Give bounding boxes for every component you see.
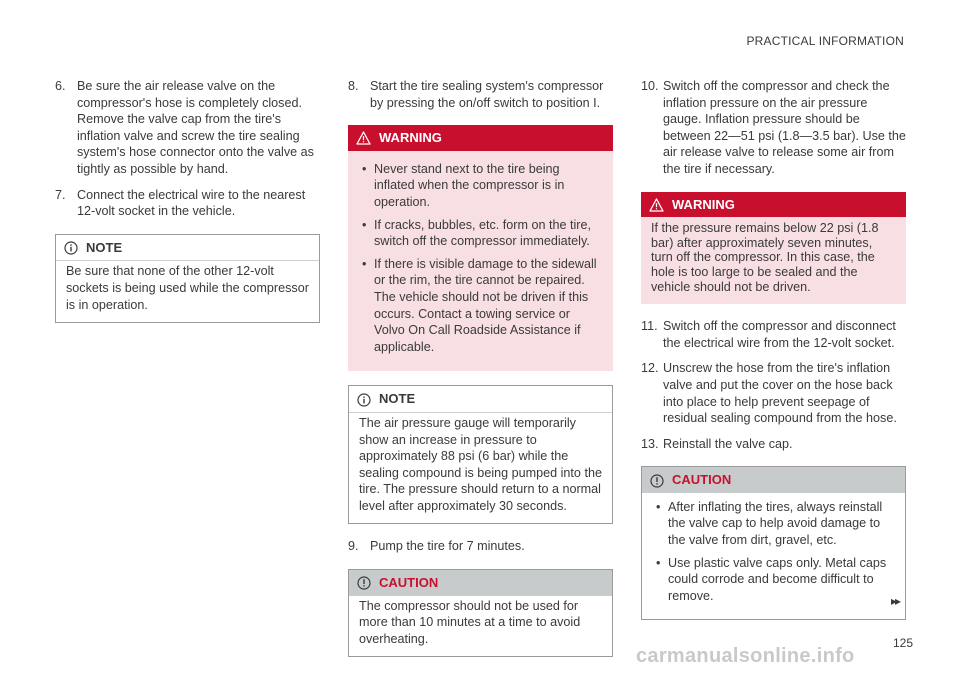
caution-box	[641, 466, 906, 620]
step-number: 11.	[641, 319, 658, 334]
warning-header	[641, 192, 906, 218]
caution-list	[652, 499, 895, 605]
note-text: The air pressure gauge will temporarily show an increase in pressure to approximately 88 psi (6 bar) while the sealing compound is being pumped into the tire. The pressure should return to a normal level after approximately 30 seconds.	[359, 415, 602, 513]
step-text: Be sure the air release valve on the compressor's hose is completely closed. Remove the valve cap from the tire's inflation valve and screw the tire sealing system's hose connector onto the valve as tightly as possible by hand.	[77, 79, 314, 176]
step-number: 9.	[348, 539, 359, 554]
step-12	[641, 360, 906, 426]
section-header: PRACTICAL INFORMATION	[746, 34, 904, 48]
list-item: • If cracks, bubbles, etc. form on the tire, switch off the compressor immediately.	[358, 217, 603, 250]
step-text: Reinstall the valve cap.	[663, 436, 793, 451]
warning-text: If the pressure remains below 22 psi (1.8 bar) after approximately seven minutes, turn off the compressor. In this case, the hole is too large to be sealed and the vehicle should not be driven.	[651, 221, 879, 294]
list-item: • Never stand next to the tire being inflated when the compressor is in operation.	[358, 161, 603, 211]
note-box	[348, 385, 613, 524]
step-text: Start the tire sealing system's compressor by pressing the on/off switch to position I.	[370, 79, 604, 110]
caution-box	[348, 569, 613, 657]
step-number: 10.	[641, 79, 659, 93]
step-number: 7.	[55, 187, 66, 202]
caution-title: CAUTION	[379, 575, 439, 591]
note-box	[55, 234, 320, 323]
step-number: 6.	[55, 79, 66, 93]
step-text: Switch off the compressor and check the inflation pressure on the air pressure gauge. Inflation pressure should be between 22—51 psi (1.8—3.5 bar). Use the air release valve to release some air from the tire if necessary.	[663, 79, 906, 176]
page-number: 125	[893, 636, 914, 650]
note-header	[56, 235, 319, 262]
caution-icon	[650, 474, 664, 488]
column-2	[348, 78, 613, 671]
note-header	[349, 386, 612, 413]
step-10	[641, 78, 906, 178]
step-number: 12.	[641, 361, 659, 376]
step-13	[641, 436, 906, 453]
column-1	[55, 78, 320, 337]
step-6	[55, 78, 320, 178]
info-icon	[357, 393, 371, 407]
warning-list	[358, 161, 603, 356]
watermark: carmanualsonline.info	[636, 645, 855, 667]
caution-header	[349, 570, 612, 596]
caution-text: The compressor should not be used for more than 10 minutes at a time to avoid overheating.	[359, 598, 581, 646]
step-7	[55, 187, 320, 220]
warning-triangle-icon	[649, 198, 664, 212]
warning-triangle-icon	[356, 131, 371, 145]
step-9	[348, 538, 613, 555]
list-item: • If there is visible damage to the sidewall or the rim, the tire cannot be repaired. The vehicle should not be driven if this occurs. Contact a towing service or Volvo On Call Roadside Assistance if applicable.	[358, 256, 603, 356]
column-3	[641, 78, 906, 634]
info-icon	[64, 241, 78, 255]
continue-arrows-icon: ▸▸	[891, 594, 900, 608]
caution-title: CAUTION	[672, 472, 732, 488]
caution-icon	[357, 576, 371, 590]
note-title: NOTE	[86, 239, 123, 255]
step-text: Connect the electrical wire to the nearest 12-volt socket in the vehicle.	[77, 187, 306, 219]
step-text: Pump the tire for 7 minutes.	[370, 539, 525, 554]
note-title: NOTE	[379, 391, 416, 407]
warning-title: WARNING	[672, 196, 735, 212]
warning-header	[348, 125, 613, 151]
warning-title: WARNING	[379, 130, 442, 146]
list-item: • Use plastic valve caps only. Metal caps could corrode and become difficult to remove.	[652, 555, 895, 605]
step-number: 8.	[348, 79, 359, 93]
warning-box	[641, 192, 906, 305]
step-number: 13.	[641, 436, 659, 451]
step-text: Unscrew the hose from the tire's inflation valve and put the cover on the hose back into place to help prevent seepage of residual sealing compound from the hose.	[663, 361, 897, 426]
step-8	[348, 78, 613, 111]
list-item: • After inflating the tires, always reinstall the valve cap to help avoid damage to the valve from dirt, gravel, etc.	[652, 499, 895, 549]
caution-header	[642, 467, 905, 493]
step-text: Switch off the compressor and disconnect the electrical wire from the 12-volt socket.	[663, 319, 896, 350]
warning-box	[348, 125, 613, 371]
step-11	[641, 318, 906, 351]
note-text: Be sure that none of the other 12-volt sockets is being used while the compressor is in operation.	[66, 264, 309, 312]
